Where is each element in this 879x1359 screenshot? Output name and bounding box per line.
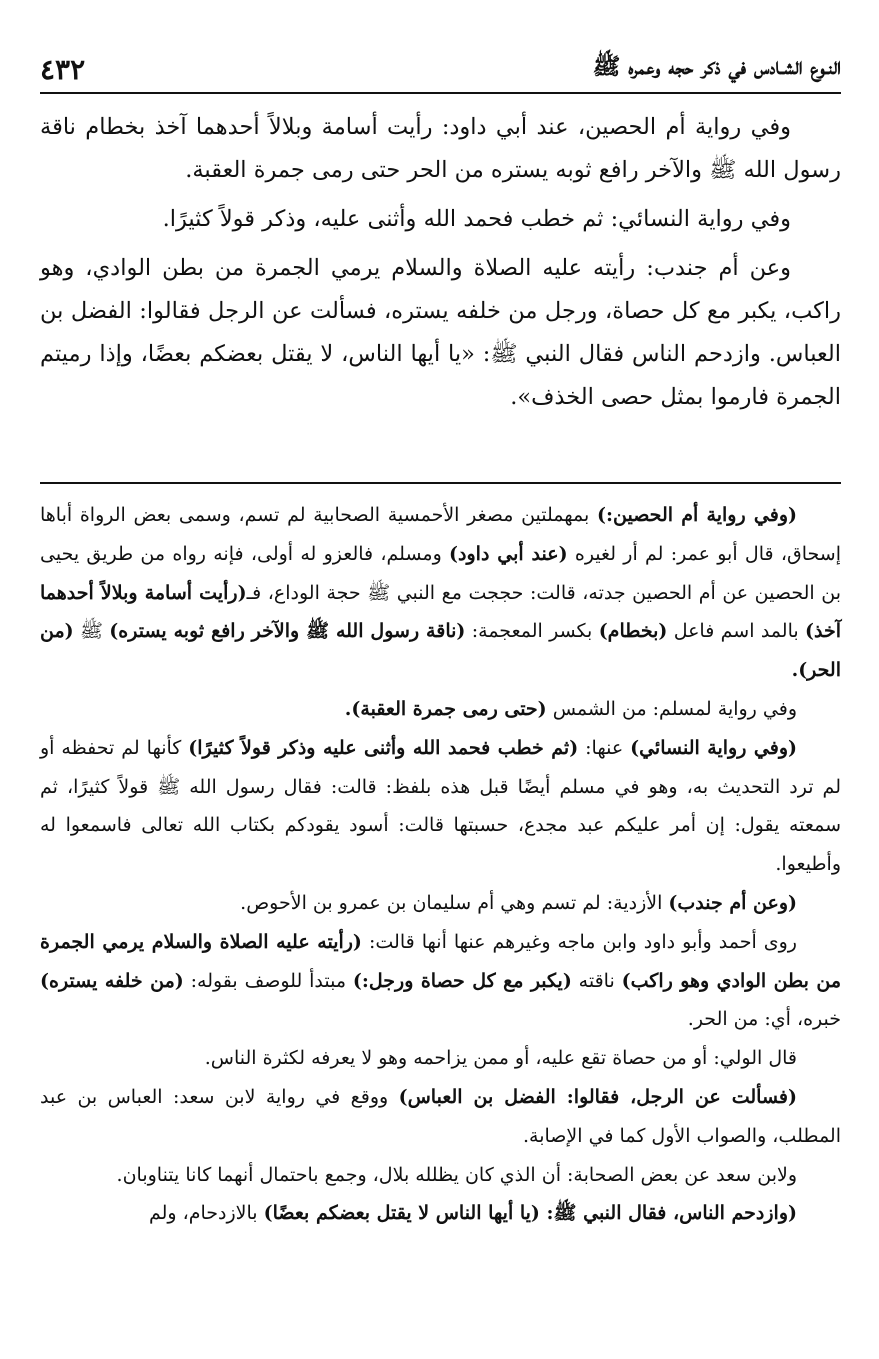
commentary-paragraph [40,1156,841,1195]
commentary-text: ناقته [571,969,622,992]
commentary-text: ووقع في رواية لابن سعد: العباس بن عبد المطلب، والصواب الأول كما في الإصابة. [40,1085,841,1147]
commentary-text: قال الولي: أو من حصاة تقع عليه، أو ممن يزاحمه وهو لا يعرفه لكثرة الناس. [204,1047,797,1070]
commentary-text: الأزدية: لم تسم وهي أم سليمان بن عمرو بن الأحوص. [240,891,669,914]
commentary-text: مبتدأ للوصف بقوله: [183,969,353,992]
page-header [40,40,841,92]
commentary-paragraph [40,1194,841,1233]
quoted-text: (وفي رواية أم الحصين:) [597,504,797,526]
quoted-text: (من خلفه يستره) [40,969,184,992]
commentary-paragraph [40,729,841,884]
quoted-text: (ناقة رسول الله ﷺ والآخر رافع ثوبه يستره) [109,620,466,643]
quoted-text: (رأيت أسامة وبلالاً أحدهما آخذ) [40,581,841,643]
commentary-paragraph [40,690,841,729]
quoted-text: (يكبر مع كل حصاة ورجل:) [352,969,572,992]
footnote-divider [40,482,841,484]
quoted-text: (بخطام) [598,620,668,643]
quoted-text: (وعن أم جندب) [668,891,797,914]
commentary-paragraph [40,1078,841,1156]
commentary-text: وفي رواية لمسلم: من الشمس [546,697,797,720]
header-rule [40,92,841,94]
commentary-text: خبره، أي: من الحر. [687,1008,841,1031]
main-paragraph: وفي رواية أم الحصين، عند أبي داود: رأيت أسامة وبلالاً أحدهما آخذ بخطام ناقة رسول الله ﷺ والآخر رافع ثوبه يستره من الحر حتى رمى جمرة العقبة. [40,114,841,183]
running-title: النـوع الشـادس في ذكر حجه وعمره ﷺ [592,53,841,80]
commentary-paragraph [40,1039,841,1078]
main-paragraph: وعن أم جندب: رأيته عليه الصلاة والسلام يرمي الجمرة من بطن الوادي، وهو راكب، يكبر مع كل حصاة، ورجل من خلفه يستره، فسألت عن الرجل فقالوا: الفضل بن العباس. وازدحم الناس فقال النبي ﷺ: «يا أيها الناس، لا يقتل بعضكم بعضًا، وإذا رميتم الجمرة فارموا بمثل حصى الخذف». [40,255,841,410]
commentary-text: بالازدحام، ولم [148,1202,264,1225]
commentary-paragraph [40,884,841,923]
commentary-text: ﷺ [73,620,110,643]
quoted-text: (وازدحم الناس، فقال النبي ﷺ: (يا أيها الناس لا يقتل بعضكم بعضًا) [263,1202,797,1225]
commentary-text: كأنها لم تحفظه أو لم ترد التحديث به، وهو في مسلم أيضًا قبل هذه بلفظ: قالت: فقال رسول الله ﷺ قولاً كثيرًا، ثم سمعته يقول: إن أمر عليكم عبد مجدع، حسبتها قالت: أسود يقودكم بكتاب الله تعالى فاسمعوا له وأطيعوا. [40,736,841,876]
quoted-text: (ثم خطب فحمد الله وأثنى عليه وذكر قولاً كثيرًا) [188,736,579,759]
commentary-text: روى أحمد وأبو داود وابن ماجه وغيرهم عنها أنها قالت: [361,930,797,953]
commentary-paragraph [40,496,841,690]
commentary-text: عنها: [578,736,631,759]
quoted-text: (حتى رمى جمرة العقبة). [344,697,547,720]
quoted-text: (رأيته عليه الصلاة والسلام يرمي الجمرة من بطن الوادي وهو راكب) [40,930,842,992]
commentary-text: ولابن سعد عن بعض الصحابة: أن الذي كان يظلله بلال، وجمع باحتمال أنهما كانا يتناوبان. [116,1163,797,1186]
quoted-text: (عند أبي داود) [449,542,568,565]
commentary-text: ومسلم، فالعزو له أولى، فإنه رواه من طريق يحيى بن الحصين عن أم الحصين جدته، قالت: حججت مع النبي ﷺ حجة الوداع، فـ [40,542,841,604]
page-number: ٤٣٢ [40,53,86,86]
main-text [40,106,841,419]
commentary [40,496,841,1233]
quoted-text: (فسألت عن الرجل، فقالوا: الفضل بن العباس) [398,1085,797,1108]
main-paragraph: وفي رواية النسائي: ثم خطب فحمد الله وأثنى عليه، وذكر قولاً كثيرًا. [162,206,791,232]
commentary-paragraph [40,923,841,1039]
book-page [40,0,841,1359]
quoted-text: (وفي رواية النسائي) [630,736,797,759]
commentary-text: بالمد اسم فاعل [667,620,805,643]
commentary-text: بكسر المعجمة: [465,620,599,643]
quoted-text: (من الحر). [40,620,841,682]
commentary-text: بمهملتين مصغر الأحمسية الصحابية لم تسم، وسمى بعض الرواة أباها إسحاق، قال أبو عمر: لم أر لغيره [40,504,841,565]
